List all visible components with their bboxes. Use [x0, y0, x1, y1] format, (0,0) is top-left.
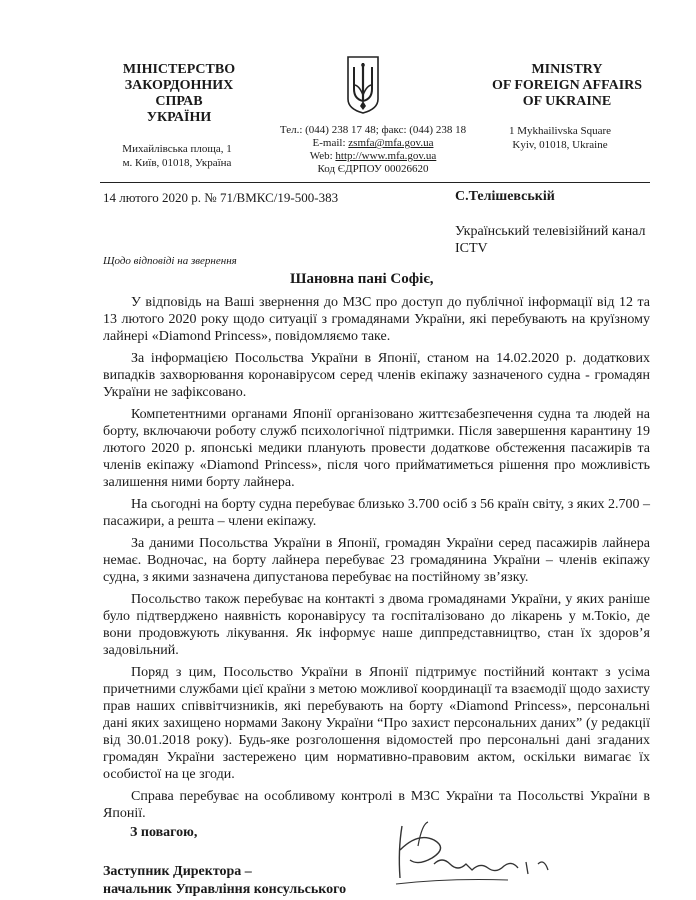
web-line	[262, 150, 484, 163]
letter-body	[103, 294, 650, 827]
ministry-ua-line: УКРАЇНИ	[146, 110, 212, 125]
handwritten-signature-icon	[388, 820, 568, 892]
signer-title-line: Заступник Директора –	[103, 864, 252, 879]
address-en-line: 1 Mykhailivska Square	[508, 125, 612, 137]
address-ua	[112, 142, 242, 170]
body-paragraph: На сьогодні на борту судна перебуває близько 3.700 осіб з 56 країн світу, з яких 2.700 – пасажири, а решта – члени екіпажу.	[103, 497, 650, 529]
ministry-en-line: OF UKRAINE	[522, 94, 612, 109]
body-paragraph: Компетентними органами Японії організовано життєзабезпечення судна та людей на борту, включаючи роботу служб психологічної підтримки. Після завершення карантину 19 лютого 2020 р. японські медики планують провести додаткове обстеження пасажирів та членів екіпажу «Diamond Princess», після чого прийматиметься рішення про можливість залишення ними борту лайнера.	[103, 407, 650, 490]
body-paragraph: У відповідь на Ваші звернення до МЗС про доступ до публічної інформації від 12 та 13 лютого 2020 року щодо ситуації з громадянами України, які перебувають на круїзному лайнері «Diamond Princess», повідомляємо таке.	[103, 295, 650, 344]
body-paragraph: За даними Посольства України в Японії, громадян України серед пасажирів лайнера немає. Водночас, на борту лайнера перебуває 23 громадянина України – членів екіпажу судна, з якими зазначена дипустанова перебуває на постійному зв’язку.	[103, 536, 650, 585]
ministry-ua-line: МІНІСТЕРСТВО	[122, 62, 236, 77]
phone-fax: Тел.: (044) 238 17 48; факс: (044) 238 18	[279, 124, 467, 136]
body-paragraph: Поряд з цим, Посольство України в Японії підтримує постійний контакт з усіма причетними службами цієї країни з метою можливої координації та взаємодії щодо захисту прав наших співвітчизників, які перебувають на борту «Diamond Princess», персональні дані яких захищено нормами Закону України “Про захист персональних даних” (у редакції від 30.01.2018 року). Будь-яке розголошення відомостей про персональні дані згаданих громадян України застережено цим нормативно-правовим актом, оскільки вимагає їх особистої на це згоди.	[103, 665, 650, 782]
document-number: 14 лютого 2020 р. № 71/ВМКС/19-500-383	[103, 190, 339, 205]
address-ua-line: Михайлівська площа, 1	[122, 143, 232, 155]
salutation: Шановна пані Софіє,	[290, 271, 434, 287]
trident-emblem-icon	[344, 55, 382, 115]
edrpou-code: Код ЄДРПОУ 00026620	[317, 163, 429, 175]
subject-line: Щодо відповіді на звернення	[103, 255, 237, 267]
ministry-name-en	[482, 62, 652, 110]
ministry-en-line: MINISTRY	[531, 62, 603, 77]
recipient-name: С.Телішевській	[455, 189, 555, 204]
email-link[interactable]: zsmfa@mfa.gov.ua	[348, 137, 434, 149]
address-en-line: Kyiv, 01018, Ukraine	[512, 139, 608, 151]
email-line	[262, 137, 484, 150]
address-en	[500, 124, 620, 152]
ministry-name-ua	[104, 62, 254, 126]
ministry-ua-line: ЗАКОРДОННИХ СПРАВ	[124, 78, 234, 109]
ministry-en-line: OF FOREIGN AFFAIRS	[491, 78, 643, 93]
body-paragraph: Посольство також перебуває на контакті з двома громадянами України, у яких раніше було підтверджено наявність коронавірусу та госпіталізовано до лікарень у м.Токіо, де вони продовжують лікування. Як інформує наше диппредставництво, стан їх здоров’я задовільний.	[103, 592, 650, 658]
header-divider	[100, 182, 650, 183]
body-paragraph: Справа перебуває на особливому контролі в МЗС України та Посольстві України в Японії.	[103, 789, 650, 821]
closing: З повагою,	[130, 825, 198, 840]
signer-title	[103, 863, 346, 899]
recipient-organization: Український телевізійний канал ICTV	[455, 224, 646, 256]
email-label: E-mail:	[312, 137, 349, 149]
contact-block	[262, 124, 484, 176]
signer-title-line: начальник Управління консульського	[103, 882, 347, 897]
web-link[interactable]: http://www.mfa.gov.ua	[335, 150, 437, 162]
address-ua-line: м. Київ, 01018, Україна	[122, 157, 232, 169]
body-paragraph: За інформацією Посольства України в Японії, станом на 14.02.2020 р. додаткових випадків захворювання коронавірусом серед членів екіпажу зазначеного судна - громадян України не зафіксовано.	[103, 351, 650, 400]
web-label: Web:	[309, 150, 336, 162]
